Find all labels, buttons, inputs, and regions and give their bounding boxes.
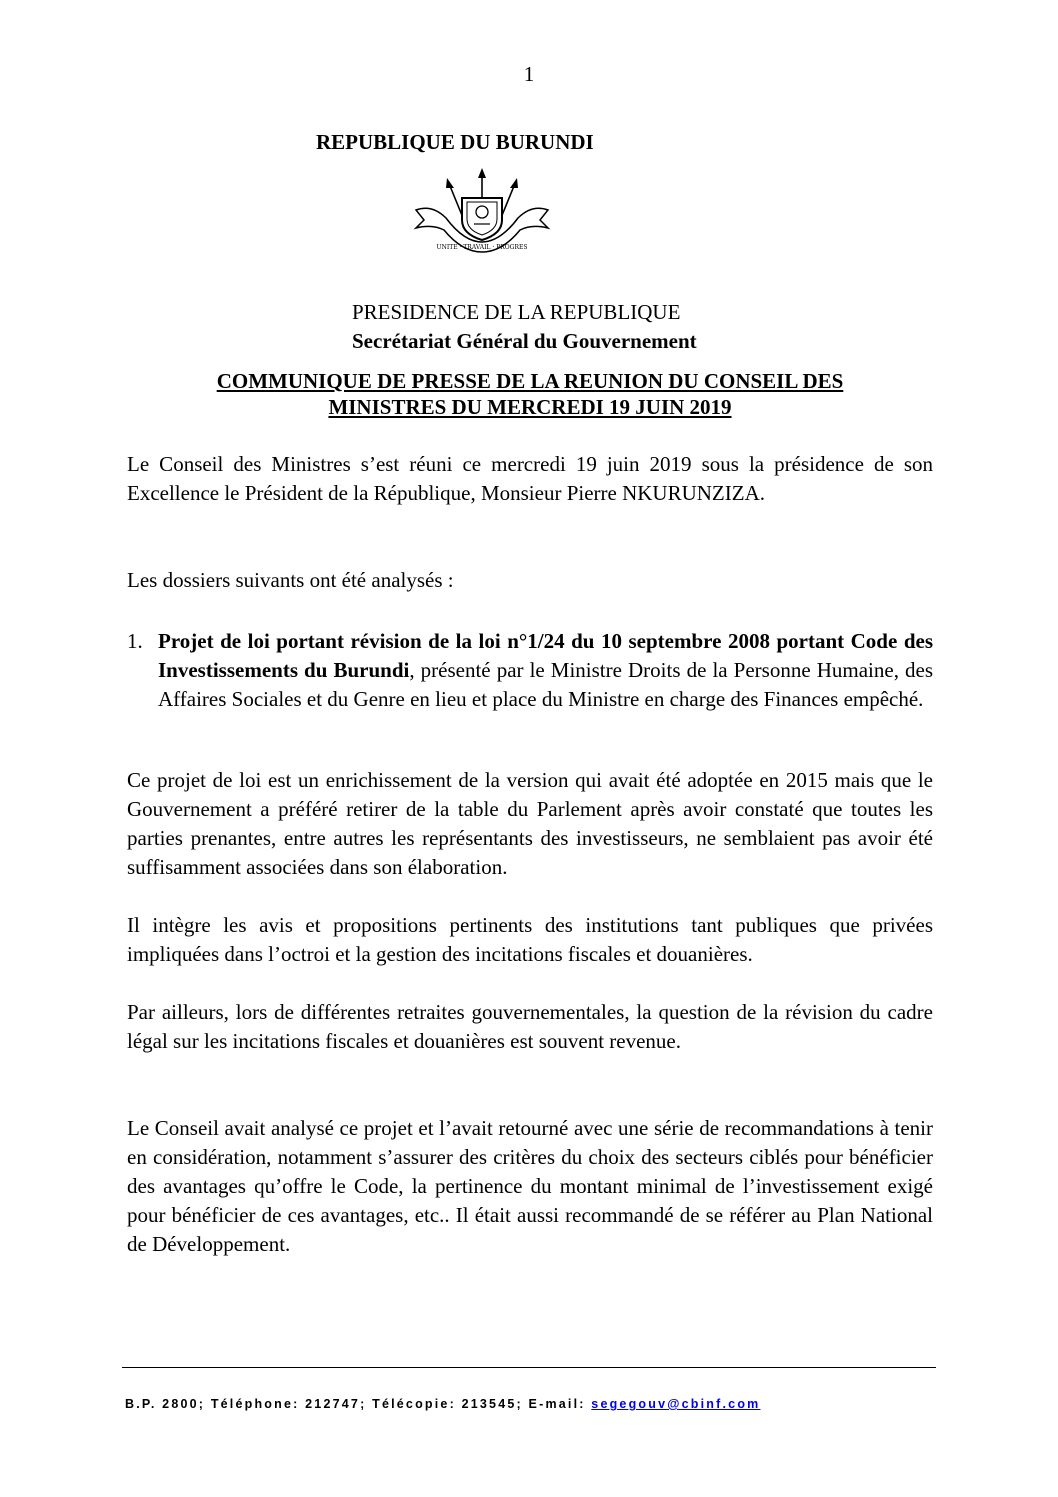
secretariat-heading: Secrétariat Général du Gouvernement <box>352 329 697 353</box>
intro-paragraph: Le Conseil des Ministres s’est réuni ce mercredi 19 juin 2019 sous la présidence de son Excellence le Président de la République, Monsieur Pierre NKURUNZIZA. <box>127 452 933 505</box>
press-release-title <box>120 368 940 420</box>
republic-heading: REPUBLIQUE DU BURUNDI <box>316 130 594 154</box>
list-item-1 <box>127 627 933 714</box>
burundi-coat-of-arms-icon <box>412 168 552 254</box>
footer-email-link[interactable]: segegouv@cbinf.com <box>591 1397 761 1411</box>
paragraph-integration: Il intègre les avis et propositions pertinents des institutions tant publiques que privées impliquées dans l’octroi et la gestion des incitations fiscales et douanières. <box>127 913 933 966</box>
footer-text: B.P. 2800; Téléphone: 212747; Télécopie: 213545; E-mail: <box>125 1397 592 1411</box>
footer-divider <box>122 1367 936 1368</box>
item-description: , présenté par le Ministre Droits de la Personne Humaine, des Affaires Sociales et du Genre en lieu et place du Ministre en charge des Finances empêché. <box>158 658 933 711</box>
footer-contact <box>125 1397 760 1411</box>
title-line-1: COMMUNIQUE DE PRESSE DE LA REUNION DU CONSEIL DES <box>216 369 844 393</box>
item-title: Projet de loi portant révision de la loi n°1/24 du 10 septembre 2008 portant Code des Investissements du Burundi <box>158 629 933 682</box>
paragraph-recommendations: Le Conseil avait analysé ce projet et l’avait retourné avec une série de recommandations à tenir en considération, notamment s’assurer des critères du choix des secteurs ciblés pour bénéficier des avantages qu’offre le Code, la pertinence du montant minimal de l’investissement exigé pour bénéficier de ces avantages, etc.. Il était aussi recommandé de se référer au Plan National de Développement. <box>127 1116 933 1256</box>
svg-text:UNITE · TRAVAIL · PROGRES: UNITE · TRAVAIL · PROGRES <box>436 244 528 251</box>
paragraph-retreats: Par ailleurs, lors de différentes retraites gouvernementales, la question de la révision du cadre légal sur les incitations fiscales et douanières est souvent revenue. <box>127 1000 933 1053</box>
dossiers-intro: Les dossiers suivants ont été analysés : <box>127 568 454 592</box>
paragraph-context: Ce projet de loi est un enrichissement de la version qui avait été adoptée en 2015 mais que le Gouvernement a préféré retirer de la table du Parlement après avoir constaté que toutes les parties prenantes, entre autres les représentants des investisseurs, ne semblaient pas avoir été suffisamment associées dans son élaboration. <box>127 768 933 879</box>
list-number: 1. <box>127 629 143 653</box>
title-line-2: MINISTRES DU MERCREDI 19 JUIN 2019 <box>328 395 732 419</box>
page-number: 1 <box>523 62 535 86</box>
presidency-heading: PRESIDENCE DE LA REPUBLIQUE <box>352 300 681 324</box>
